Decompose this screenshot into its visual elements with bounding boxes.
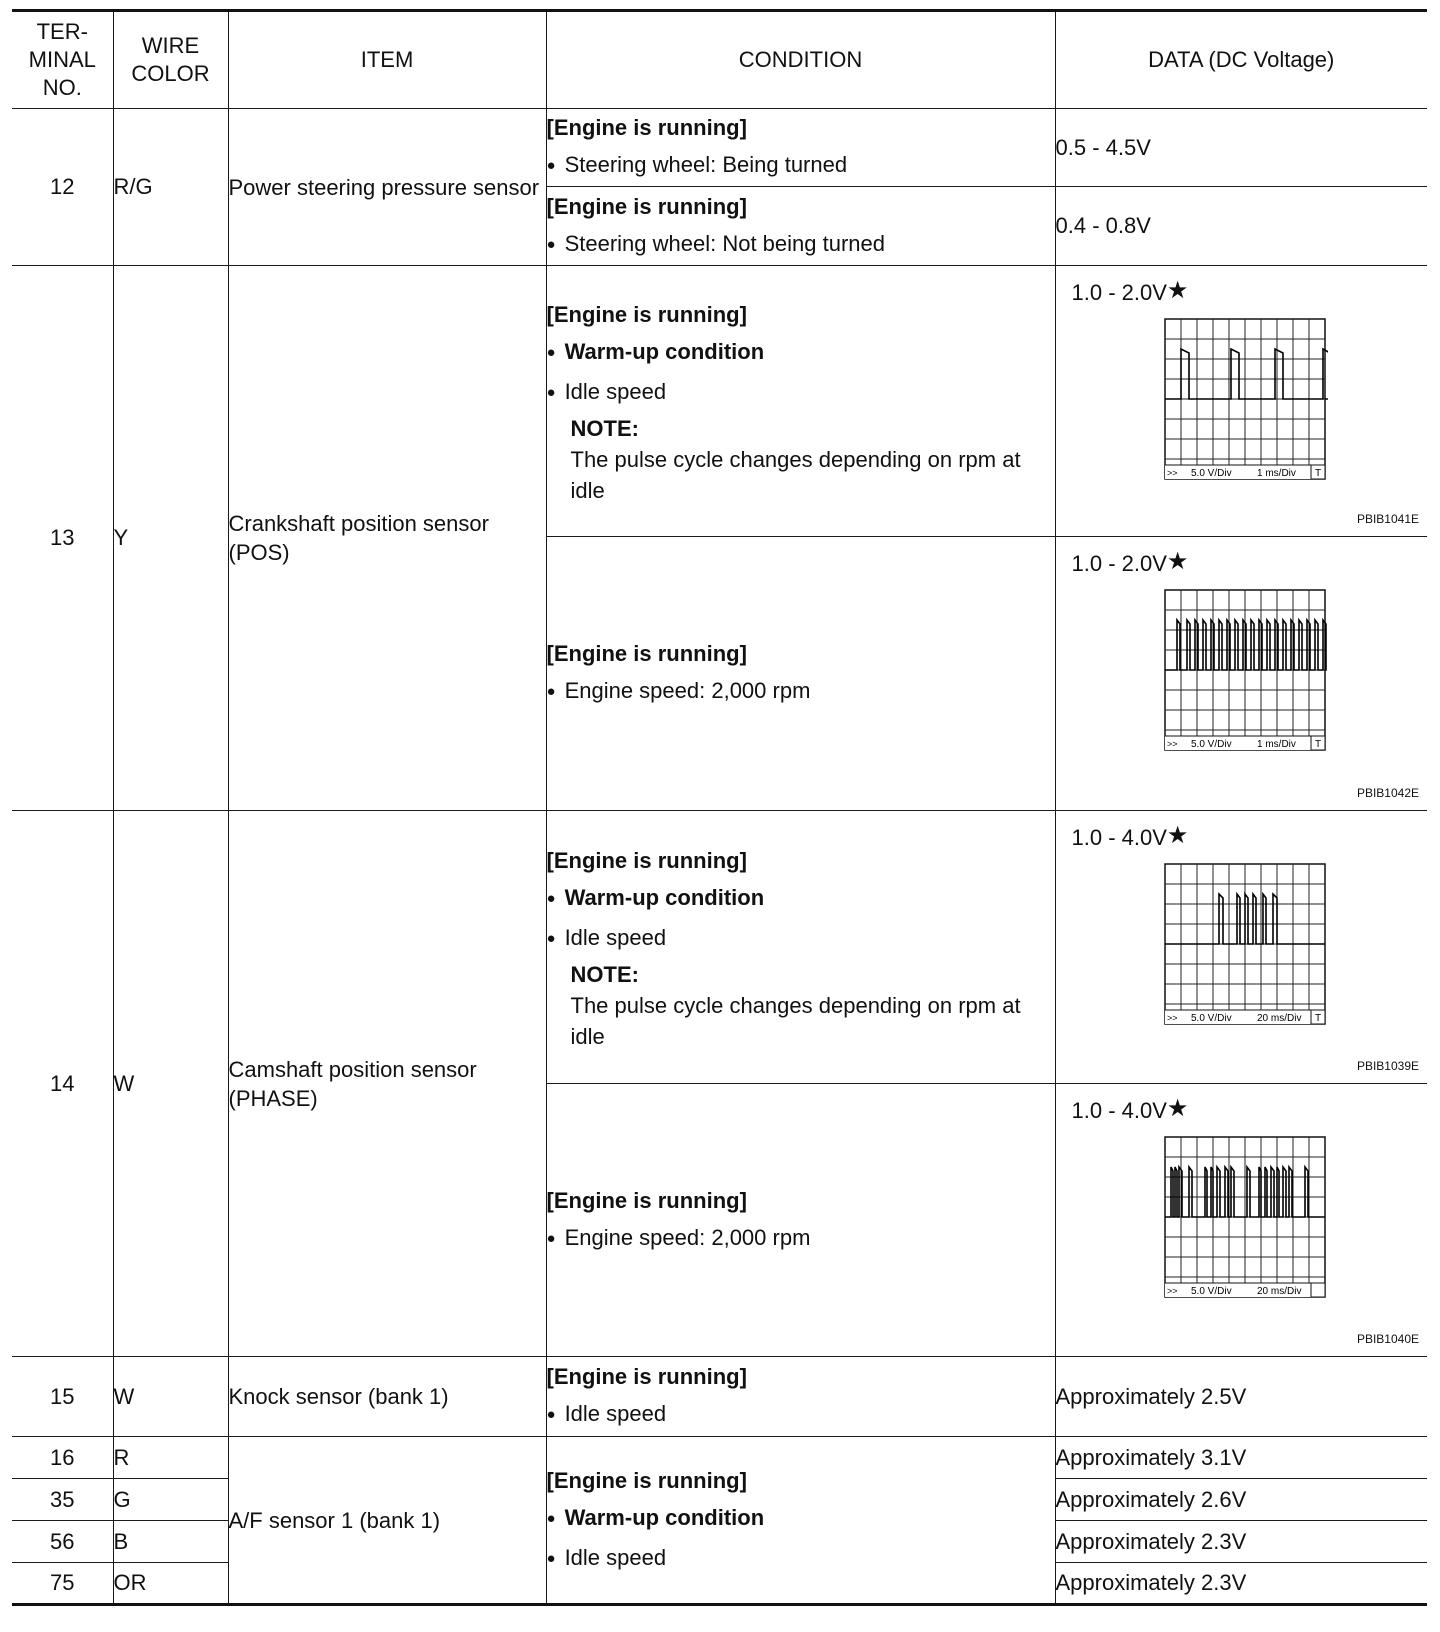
waveform-cell [1056,1084,1428,1356]
note-heading: NOTE: [570,962,639,987]
terminal-12: 12 [12,109,113,266]
waveform-cell [1056,537,1428,810]
condition-bullet: ● Engine speed: 2,000 rpm [547,1219,1055,1259]
header-data: DATA (DC Voltage) [1055,11,1427,109]
header-terminal-line1: TER- [36,19,88,44]
header-terminal [12,11,113,109]
header-terminal-line2: MINAL [28,47,96,72]
condition-bullet: ● Steering wheel: Not being turned [547,225,1055,265]
item-14: Camshaft position sensor (PHASE) [228,811,546,1357]
condition-bullet: ● Idle speed [547,1539,1055,1579]
header-item: ITEM [228,11,546,109]
wire-15: W [113,1357,228,1437]
scope-menu-icon: >> [1166,739,1178,749]
condition-heading: [Engine is running] [546,115,747,140]
table-row-14a [12,811,1427,1084]
condition-bullet: ● Idle speed [547,1395,1055,1435]
condition-bullet: ● Warm-up condition [547,333,1055,373]
condition-note [547,959,1055,1052]
figure-code: PBIB1040E [1356,1332,1419,1346]
header-condition: CONDITION [546,11,1055,109]
voltage-value: 1.0 - 4.0V [1071,1098,1167,1123]
data-35: Approximately 2.6V [1055,1479,1427,1521]
note-text: The pulse cycle changes depending on rpm at idle [570,993,1021,1049]
scope-volt-scale: 5.0 V/Div [1190,1013,1232,1024]
data-12b: 0.4 - 0.8V [1055,187,1427,266]
star-icon: ★ [1166,548,1189,575]
data-14b [1055,1084,1427,1357]
condition-14b [546,1084,1055,1357]
oscilloscope-waveform [1162,316,1328,496]
wire-75: OR [113,1563,228,1605]
star-icon: ★ [1166,1095,1189,1122]
header-wire-color [113,11,228,109]
wire-56: B [113,1521,228,1563]
note-heading: NOTE: [570,416,639,441]
waveform-cell [1056,266,1428,536]
voltage-value: 1.0 - 2.0V [1071,551,1167,576]
condition-14a [546,811,1055,1084]
scope-volt-scale: 5.0 V/Div [1190,739,1232,750]
figure-code: PBIB1042E [1356,786,1419,800]
condition-bullet: ● Idle speed [547,373,1055,413]
scope-trigger-icon: T [1314,468,1321,479]
item-12: Power steering pressure sensor [228,109,546,266]
condition-note [547,413,1055,506]
data-13a [1055,266,1427,537]
star-icon: ★ [1166,822,1189,849]
item-af-sensor: A/F sensor 1 (bank 1) [228,1437,546,1605]
item-13: Crankshaft position sensor (POS) [228,266,546,811]
terminal-data-table [12,9,1427,1606]
scope-menu-icon: >> [1166,1286,1178,1296]
terminal-56: 56 [12,1521,113,1563]
header-row [12,11,1427,109]
condition-bullet: ● Steering wheel: Being turned [547,146,1055,186]
voltage-range [1072,549,1189,578]
condition-heading: [Engine is running] [546,1187,747,1213]
wire-13: Y [113,266,228,811]
oscilloscope-waveform [1162,861,1328,1041]
figure-code: PBIB1039E [1356,1059,1419,1073]
waveform-cell [1056,811,1428,1083]
header-wire-line2: COLOR [131,61,210,86]
condition-12a [546,109,1055,187]
table-row-16 [12,1437,1427,1479]
condition-heading: [Engine is running] [546,1467,747,1493]
condition-13a [546,266,1055,537]
note-text: The pulse cycle changes depending on rpm at idle [570,447,1021,503]
scope-time-scale: 1 ms/Div [1256,739,1296,750]
voltage-value: 1.0 - 2.0V [1071,280,1167,305]
voltage-range [1072,823,1189,852]
condition-bullet: ● Warm-up condition [547,879,1055,919]
header-terminal-line3: NO. [42,75,82,100]
condition-heading: [Engine is running] [546,1364,747,1389]
condition-12b [546,187,1055,266]
terminal-15: 15 [12,1357,113,1437]
voltage-value: 1.0 - 4.0V [1071,825,1167,850]
condition-bullet: ● Warm-up condition [547,1499,1055,1539]
figure-code: PBIB1041E [1356,512,1419,526]
table-row-15 [12,1357,1427,1437]
condition-heading: [Engine is running] [546,848,747,873]
condition-heading: [Engine is running] [546,193,747,219]
data-13b [1055,537,1427,811]
wire-14: W [113,811,228,1357]
scope-volt-scale: 5.0 V/Div [1190,1286,1232,1297]
table-row-12a [12,109,1427,187]
terminal-75: 75 [12,1563,113,1605]
condition-heading: [Engine is running] [546,641,747,666]
condition-bullet: ● Idle speed [547,919,1055,959]
wire-12: R/G [113,109,228,266]
voltage-range [1072,1096,1189,1125]
item-15: Knock sensor (bank 1) [228,1357,546,1437]
terminal-13: 13 [12,266,113,811]
data-14a [1055,811,1427,1084]
header-wire-line1: WIRE [141,33,200,58]
condition-af [546,1437,1055,1605]
data-75: Approximately 2.3V [1055,1563,1427,1605]
table-row-13a [12,266,1427,537]
condition-bullet: ● Engine speed: 2,000 rpm [547,672,1055,712]
oscilloscope-waveform [1162,587,1328,767]
scope-time-scale: 20 ms/Div [1256,1286,1301,1297]
data-12a: 0.5 - 4.5V [1055,109,1427,187]
wire-35: G [113,1479,228,1521]
scope-volt-scale: 5.0 V/Div [1190,468,1232,479]
condition-15 [546,1357,1055,1437]
oscilloscope-waveform [1162,1134,1328,1314]
scope-menu-icon: >> [1166,1013,1178,1023]
scope-trigger-icon: T [1314,739,1321,750]
data-16: Approximately 3.1V [1055,1437,1427,1479]
terminal-14: 14 [12,811,113,1357]
condition-heading: [Engine is running] [546,302,747,327]
data-56: Approximately 2.3V [1055,1521,1427,1563]
scope-trigger-icon: T [1314,1013,1321,1024]
terminal-16: 16 [12,1437,113,1479]
terminal-35: 35 [12,1479,113,1521]
scope-time-scale: 1 ms/Div [1256,468,1296,479]
wire-16: R [113,1437,228,1479]
scope-menu-icon: >> [1166,468,1178,478]
voltage-range [1072,278,1189,307]
star-icon: ★ [1166,277,1189,304]
data-15: Approximately 2.5V [1055,1357,1427,1437]
condition-13b [546,537,1055,811]
scope-time-scale: 20 ms/Div [1256,1013,1301,1024]
